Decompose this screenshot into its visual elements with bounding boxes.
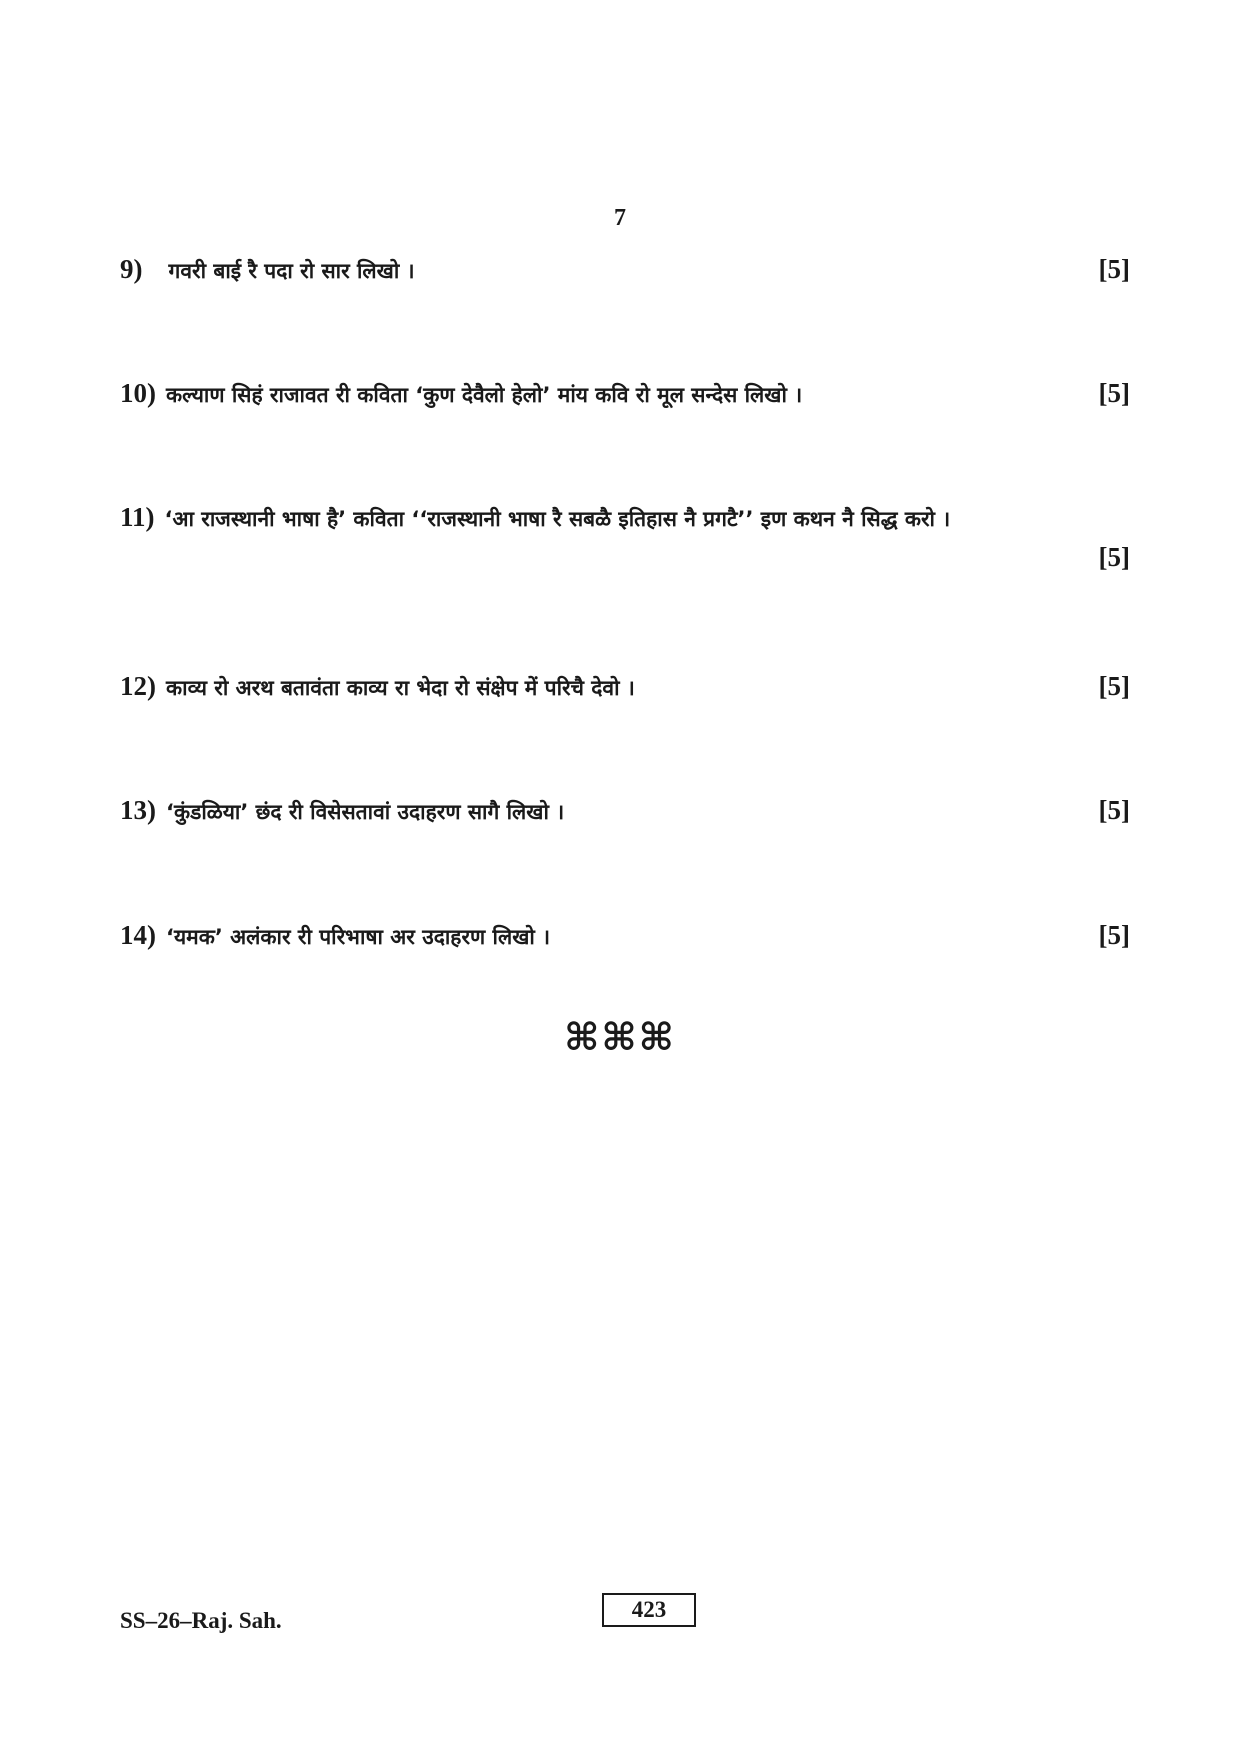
question-marks: [5]: [1098, 795, 1130, 825]
question-number: 9): [120, 254, 143, 284]
question-9: [120, 252, 1130, 288]
question-marks: [5]: [1098, 378, 1130, 408]
question-number: 12): [120, 671, 156, 701]
paper-code: SS–26–Raj. Sah.: [120, 1608, 282, 1633]
question-11: [120, 500, 1130, 572]
question-13: [120, 793, 1130, 829]
question-number: 11): [120, 502, 155, 532]
question-text: गवरी बाई रै पदा रो सार लिखो ।: [168, 259, 415, 283]
question-number: 14): [120, 920, 156, 950]
question-marks: [5]: [1098, 254, 1130, 284]
question-text: ‘कुंडळिया’ छंद री विसेसतावां उदाहरण सागै लिखो ।: [166, 800, 565, 824]
question-text: कल्याण सिहं राजावत री कविता ‘कुण देवैलो हेलो’ मांय कवि रो मूल सन्देस लिखो ।: [166, 383, 803, 407]
question-10: [120, 376, 1130, 412]
page-number: 7: [614, 205, 626, 231]
footer-page-box: 423: [602, 1593, 696, 1627]
question-marks: [5]: [1098, 671, 1130, 701]
question-marks: [5]: [1098, 542, 1130, 572]
question-text: ‘आ राजस्थानी भाषा है’ कविता ‘‘राजस्थानी भाषा रै सबळै इतिहास नै प्रगटै’’ इण कथन नै सिद्ध करो ।: [164, 507, 951, 531]
question-12: [120, 669, 1130, 705]
question-text: ‘यमक’ अलंकार री परिभाषा अर उदाहरण लिखो ।: [166, 925, 551, 949]
question-14: [120, 918, 1130, 954]
question-marks: [5]: [1098, 920, 1130, 950]
question-text: काव्य रो अरथ बतावंता काव्य रा भेदा रो संक्षेप में परिचै देवो ।: [166, 676, 635, 700]
question-number: 10): [120, 378, 156, 408]
question-number: 13): [120, 795, 156, 825]
end-separator: ⌘⌘⌘: [564, 1015, 676, 1059]
